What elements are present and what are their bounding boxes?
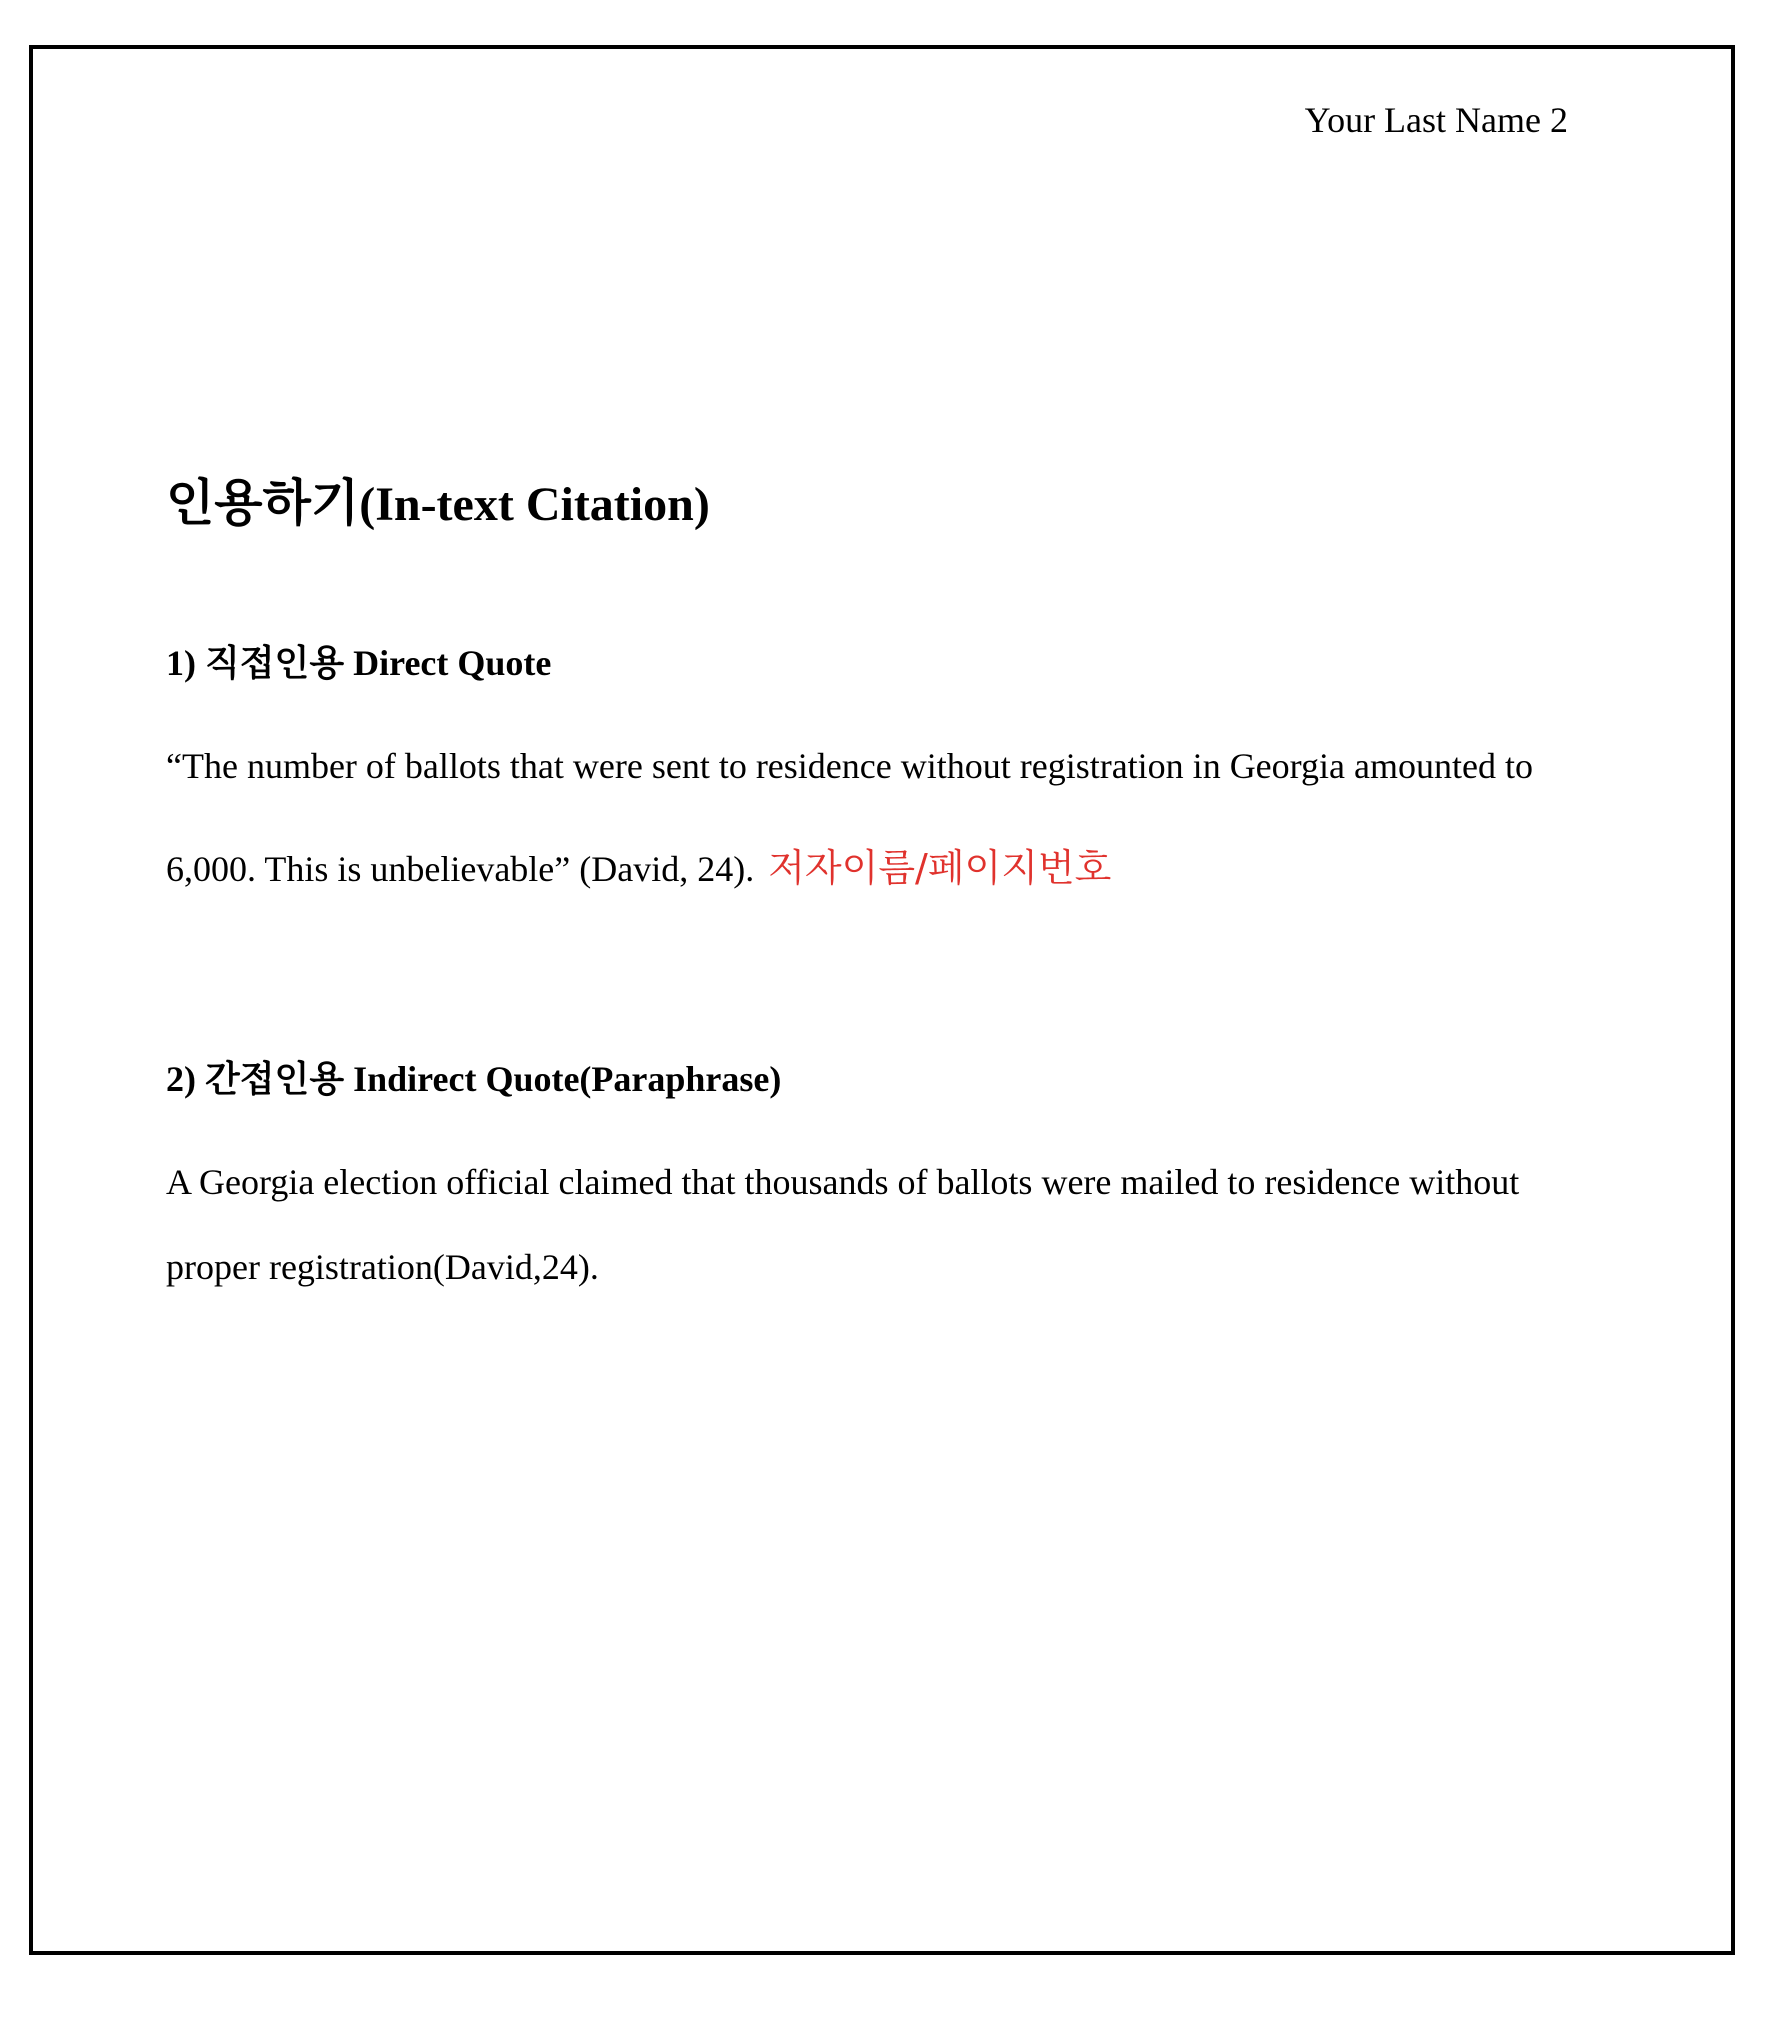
section-title-korean: 직접인용: [205, 643, 345, 684]
section-title-english: Direct Quote: [353, 643, 552, 683]
direct-quote-line-2-text: 6,000. This is unbelievable” (David, 24).: [166, 849, 755, 889]
title-english: (In-text Citation): [359, 478, 710, 531]
section-number: 1): [166, 643, 196, 683]
document-page: [29, 45, 1735, 1955]
direct-quote-line-2: [166, 837, 1111, 892]
paraphrase-line-2: proper registration(David,24).: [166, 1247, 599, 1287]
section-title-korean: 간접인용: [205, 1059, 345, 1100]
section-heading-direct-quote: [166, 635, 551, 686]
page-title: [166, 463, 710, 535]
citation-annotation: 저자이름/페이지번호: [768, 846, 1112, 890]
title-korean: 인용하기: [166, 474, 360, 532]
direct-quote-line-1: “The number of ballots that were sent to residence without registration in Georgia amounted to: [166, 746, 1533, 786]
section-title-english: Indirect Quote(Paraphrase): [353, 1059, 782, 1099]
section-heading-indirect-quote: [166, 1051, 781, 1102]
section-number: 2): [166, 1059, 196, 1099]
page-header: Your Last Name 2: [1304, 100, 1568, 140]
paraphrase-line-1: A Georgia election official claimed that thousands of ballots were mailed to residence without: [166, 1162, 1520, 1202]
